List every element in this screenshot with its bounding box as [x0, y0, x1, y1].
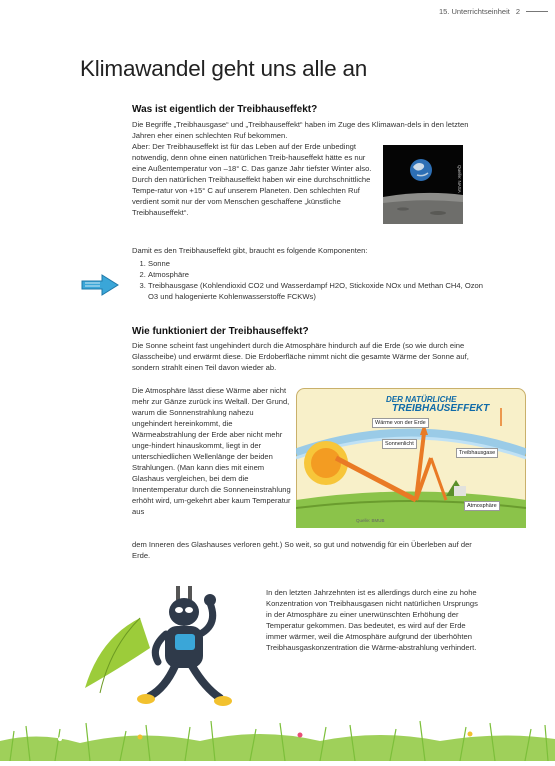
- photo-credit: Quelle: NASA: [457, 165, 462, 193]
- grass-footer-illustration: [0, 701, 555, 761]
- diagram-title: [386, 395, 489, 413]
- section1-para1: Die Begriffe „Treibhausgase“ und „Treibhauseffekt“ haben im Zuge des Klimawan-dels in den letzten Jahren eher einen schlechten Ruf bekommen.: [132, 120, 469, 140]
- label-atmosphere: Atmosphäre: [464, 501, 500, 511]
- section1-intro: [132, 119, 477, 141]
- diagram-title-line2: TREIBHAUSEFFEKT: [392, 403, 490, 414]
- component-item: 2. Atmosphäre: [148, 269, 493, 280]
- section3-para: In den letzten Jahrzehnten ist es allerdings durch eine zu hohe Konzentration von Treibhausgasen nicht natürlichen Ursprungs in der Atmosphäre zu einer unerwünschten Erhöhung der Temperatur gekommen. Das bedeutet, es wird auf der Erde immer wärmer, weil die Atmosphäre aufgrund der überhöhten Treibhausgaskonzentration die Wärme-abstrahlung verhindert.: [266, 588, 478, 652]
- diagram-title-line1: DER NATÜRLICHE: [386, 395, 457, 404]
- section1-body: [132, 141, 376, 218]
- page-title: Klimawandel geht uns alle an: [80, 56, 368, 81]
- component-item: 1. Sonne: [148, 258, 493, 269]
- diagram-credit: Quelle: BMUB: [356, 518, 385, 523]
- section2-heading: Wie funktioniert der Treibhauseffekt?: [132, 326, 309, 337]
- page-header: [439, 7, 548, 16]
- section1-heading: Was ist eigentlich der Treibhauseffekt?: [132, 104, 318, 115]
- earthrise-photo: [383, 145, 463, 224]
- components-list: [132, 258, 493, 302]
- section2-para2-cont: dem Inneren des Glashauses verloren geht.) So weit, so gut und notwendig für ein Überleben auf der Erde.: [132, 540, 472, 560]
- component-item: 3. Treibhausgase (Kohlendioxid CO2 und Wasserdampf H2O, Stickoxide NOx und Methan CH4, Ozon O3 und halogenierte Kohlenwasserstoffe FCKWs): [148, 280, 493, 302]
- greenhouse-diagram: [296, 388, 526, 528]
- label-greenhouse-gases: Treibhausgase: [456, 448, 498, 458]
- section2-para2: Die Atmosphäre lässt diese Wärme aber nicht mehr zur Gänze zurück ins Weltall. Der Grund, warum die Sonnenstrahlung nahezu ungehindert hereinkommt, die Wärmeabstrahlung der Erde aber nicht mehr unge-hindert hinauskommt, liegt in der unterschiedlichen Wellenlänge der beiden Strahlungen. (Man kann dies mit einem Glashaus vergleichen, bei dem die Innentemperatur durch die Sonneneinstrahlung erhöht wird, um-gekehrt aber kaum Temperatur aus: [132, 386, 291, 516]
- label-sunlight: Sonnenlicht: [382, 439, 417, 449]
- header-rule: [526, 11, 548, 12]
- section-label: 15. Unterrichtseinheit: [438, 7, 510, 16]
- section1-para2: Aber: Der Treibhauseffekt ist für das Leben auf der Erde unbedingt notwendig, denn ohne einen natürlichen Treib-hauseffekt hätte es nur eine Außentemperatur von –18° C. Das ganze Jahr tiefster Winter also. Durch den natürlichen Treibhauseffekt haben wir eine durchschnittliche Tempe-ratur von +15° C auf unserem Planeten. Den schlechten Ruf verdient somit nur der vom Menschen geschaffene „künstliche Treibhauseffekt“.: [132, 142, 372, 217]
- arrow-pointer-icon: [80, 272, 120, 298]
- components-intro: Damit es den Treibhauseffekt gibt, braucht es folgende Komponenten:: [132, 246, 368, 255]
- label-warmth: Wärme von der Erde: [372, 418, 429, 428]
- page-number: 2: [515, 7, 520, 16]
- section2-para1: Die Sonne scheint fast ungehindert durch die Atmosphäre hindurch auf die Erde (so wie durch eine Glasscheibe) und erwärmt diese. Die Erdoberfläche nimmt nicht die gesamte Wärme der Sonne auf, sondern strahlt einen Teil davon wieder ab.: [132, 341, 469, 372]
